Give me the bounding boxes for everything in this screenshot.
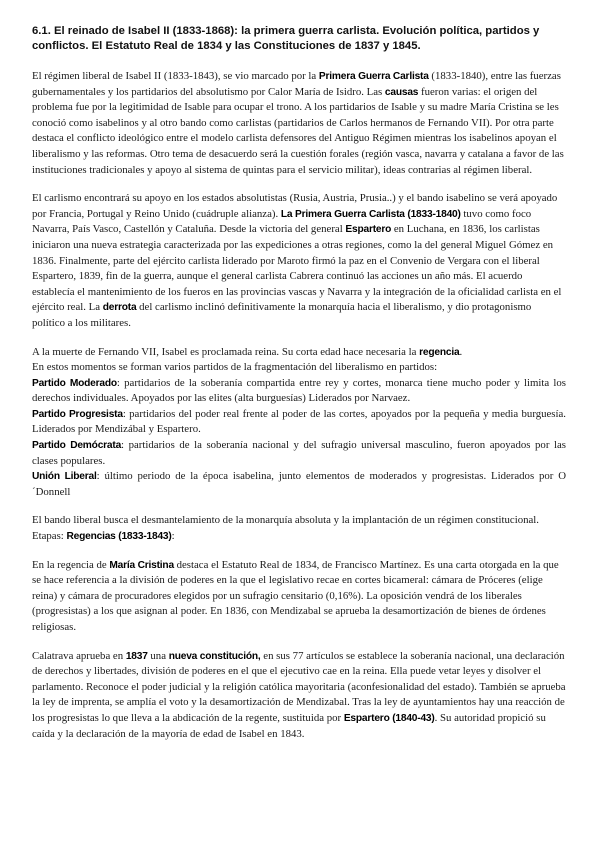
party-name: Partido Moderado	[32, 377, 117, 389]
text-run: del carlismo inclinó definitivamente la monarquía hacia el liberalismo, y dio protagonismo político a los militares.	[32, 301, 532, 329]
text-run: El carlismo encontrará su apoyo en los estados absolutistas (Rusia, Austria, Prusia..) y el bando isabelino se verá apoyado por Francia, Portugal y Reino Unido (cuádruple alianza).	[32, 192, 558, 220]
text-run: En la regencia de	[32, 558, 110, 571]
text-run: . Su autoridad propició su caída y la declaración de la mayoría de edad de Isabel en 1843.	[32, 711, 546, 740]
text-run: fueron varias: el origen del problema fue por la legitimidad de Isable para ocupar el trono. A los partidarios de Isable y su madre María Cristina se les conoció como isabelinos y al otro bando como carlistas (partidarios de Carlos hermanos de Fernando VII). Por otra parte destaca el conflicto ideológico entre el modelo carlista defensores del Antiguo Régimen mientras los isabelinos apoyan el liberalismo y las reformas. Otro tema de desacuerdo será la cuestión forales (región vasca, navarra y catalana a favor de las instituciones tradicionales y apoyo al sistema de quintas para el servicio militar), ideas contrarias al régimen liberal.	[32, 85, 564, 176]
highlight-espartero: Espartero	[345, 224, 392, 236]
highlight-guerra-dates: La Primera Guerra Carlista (1833-1840)	[280, 208, 461, 220]
section-title: 6.1. El reinado de Isabel II (1833-1868): la primera guerra carlista. Evolución política, partidos y conflictos. El Estatuto Real de 1834 y las Constituciones de 1837 y 1845.	[32, 25, 540, 52]
text-run: .	[459, 345, 463, 358]
paragraph-constitution-1837	[32, 649, 566, 743]
highlight-nueva-constitucion: nueva constitución,	[168, 650, 261, 662]
paragraph-parties-intro: En estos momentos se forman varios partidos de la fragmentación del liberalismo en partidos:	[32, 361, 438, 374]
party-description: : partidarios de la soberanía compartida entre rey y cortes, monarca tiene mucho poder y limita los derechos individuales. Apoyados por las elites (alta burguesías) Liderados por Narvaez.	[32, 376, 566, 405]
highlight-espartero-regency: Espartero (1840-43)	[343, 712, 435, 724]
text-run: destaca el Estatuto Real de 1834, de Francisco Martínez. Es una carta otorgada en la que se hace referencia a la división de poderes en la que el legislativo recae en cortes bicameral: cámara de Próceres (elige reina) y cámara de procuradores elegidos por un sufragio censitario (0,16%). La oposición vendrá de los liberales (progresistas) a los que asignan al poder. En 1836, con Mendizabal se aprueba la desamortización de bienes de órdenes religiosas.	[32, 558, 559, 633]
highlight-1837: 1837	[125, 650, 148, 662]
party-description: : último periodo de la época isabelina, junto elementos de moderados y progresistas. Liderados por O´Donnell	[32, 470, 566, 498]
party-description: : partidarios del poder real frente al poder de las cortes, apoyados por la pequeña y media burguesía. Liderados por Mendizábal y Espartero.	[32, 407, 566, 436]
paragraph-maria-cristina	[32, 558, 566, 636]
party-union-liberal	[32, 469, 566, 500]
party-moderado	[32, 376, 566, 407]
party-progresista	[32, 407, 566, 438]
text-run: tuvo como foco Navarra, País Vasco, Castellón y Cataluña. Desde la victoria del general	[32, 207, 532, 236]
paragraph-liberal-stages	[32, 513, 566, 544]
text-run: (1833-1840), entre las fuerzas gubernamentales y los partidarios del absolutismo por Calor María de Isidro. Las	[32, 70, 561, 98]
paragraph-carlist-war	[32, 69, 566, 178]
text-run: Calatrava aprueba en	[32, 649, 126, 662]
party-name: Partido Demócrata	[32, 440, 122, 452]
highlight-regencias: Regencias (1833-1843)	[66, 531, 172, 543]
party-democrata	[32, 438, 566, 469]
party-description: : partidarios de la soberanía nacional y del sufragio universal masculino, fueron apoyados por las clases populares.	[32, 439, 566, 467]
highlight-regencia: regencia	[419, 346, 460, 358]
highlight-primera-guerra: Primera Guerra Carlista	[318, 71, 429, 82]
paragraph-carlism-support	[32, 191, 566, 331]
text-run: en Luchana, en 1836, los carlistas iniciaron una nueva estrategia caracterizada por las expediciones a otras regiones, como la del general Miguel Gómez en 1836. Finalmente, parte del ejército carlista liderado por Maroto firmó la paz en el Convenio de Vergara con el liberal Espartero, 1839, fin de la guerra, aunque el general carlista Cabrera continuó las acciones un año más. El acuerdo establecía el mantenimiento de los fueros en las provincias vascas y Navarra y la integración de la oficialidad carlista en el ejército real. La	[32, 223, 562, 314]
party-name: Unión Liberal	[32, 471, 97, 483]
text-run: A la muerte de Fernando VII, Isabel es proclamada reina. Su corta edad hace necesaria la	[32, 345, 420, 358]
highlight-derrota: derrota	[102, 302, 137, 314]
highlight-maria-cristina: María Cristina	[109, 559, 174, 571]
highlight-causas: causas	[384, 86, 419, 98]
text-run: en sus 77 artículos se establece la soberanía nacional, una declaración de derechos y libertades, división de poderes en el que el ejecutivo cae en la reina. Ella puede vetar leyes y disolver el parlamento. Reconoce el poder judicial y la religión católica mayoritaria (aconfesionalidad del estado). También se aprueba la ley de imprenta, se amplía el voto y la desamortización de Mendizabal. Tras la ley de ayuntamientos hay una reacción de los progresistas lo que lleva a la abdicación de la regente, sustituida por	[32, 649, 566, 724]
party-name: Partido Progresista	[32, 408, 123, 420]
text-run: una	[147, 649, 169, 662]
text-run: :	[171, 530, 175, 543]
text-run: El bando liberal busca el desmantelamiento de la monarquía absoluta y la implantación de un régimen constitucional. Etapas:	[32, 514, 539, 543]
text-run: El régimen liberal de Isabel II (1833-1843), se vio marcado por la	[32, 70, 319, 82]
paragraph-regency-intro	[32, 345, 566, 361]
